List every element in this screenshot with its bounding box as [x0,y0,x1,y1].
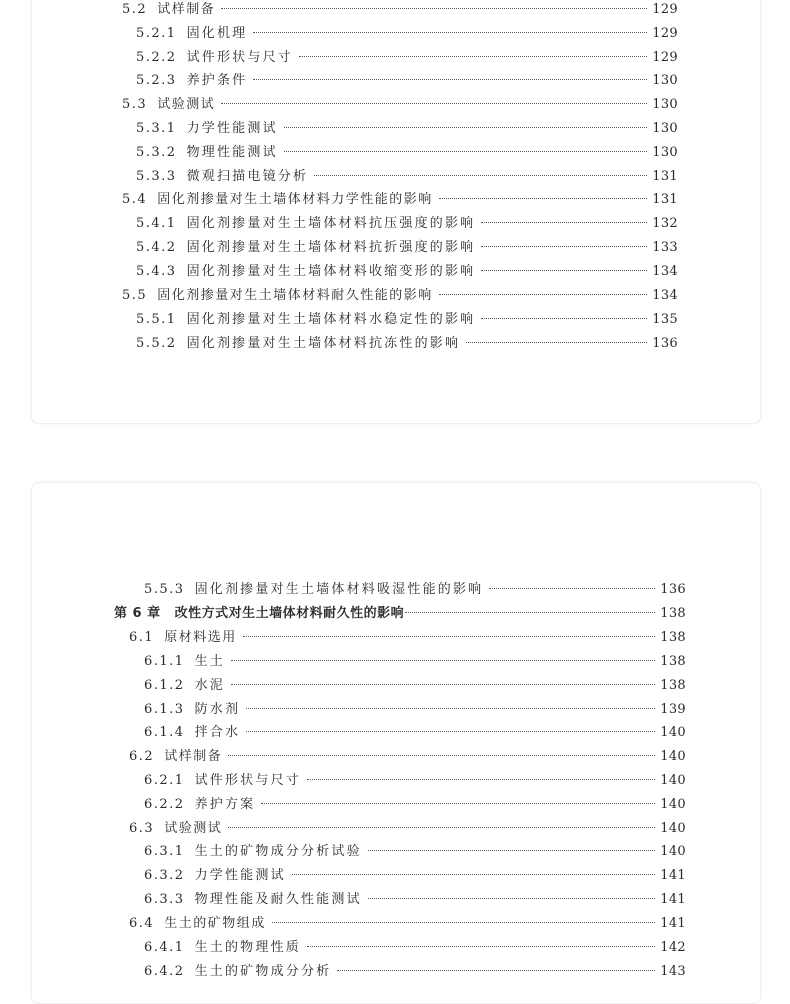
toc-subsection-entry[interactable] [144,891,686,909]
toc-entry-number: 6.3.2 [144,868,185,883]
toc-entry-title: 生土的物理性质 [194,940,301,955]
toc-entry-page-number: 131 [652,169,678,184]
toc-entry-page-number: 130 [652,73,678,88]
toc-entry-number: 5.4.3 [136,264,177,279]
dot-leader [481,318,647,319]
toc-entry-number: 6.4.1 [144,940,185,955]
toc-entry-number: 6.3 [129,821,155,836]
toc-entry-title: 原材料选用 [164,630,237,645]
toc-chapter-entry[interactable] [114,605,686,623]
dot-leader [299,56,647,57]
toc-entry-page-number: 136 [660,582,686,597]
toc-entry-number: 5.2.1 [136,26,177,41]
dot-leader [246,731,655,732]
toc-entry-page-number: 140 [660,797,686,812]
toc-section-entry[interactable] [129,748,686,766]
toc-subsection-entry[interactable] [144,772,686,790]
dot-leader [228,755,655,756]
toc-entry-title: 物理性能及耐久性能测试 [194,892,362,907]
toc-subsection-entry[interactable] [144,939,686,957]
dot-leader [261,803,655,804]
dot-leader [481,222,647,223]
toc-section-entry[interactable] [122,191,678,209]
toc-entry-title: 生土的矿物成分分析 [194,964,332,979]
toc-subsection-entry[interactable] [136,335,678,353]
toc-subsection-entry[interactable] [136,263,678,281]
toc-entry-page-number: 134 [652,264,678,279]
toc-entry-page-number: 136 [652,336,678,351]
toc-entry-page-number: 130 [652,97,678,112]
toc-entry-title: 生土的矿物成分分析试验 [194,844,362,859]
toc-entry-title: 力学性能测试 [194,868,286,883]
toc-entry-number: 5.4.1 [136,216,177,231]
toc-entry-page-number: 132 [652,216,678,231]
toc-subsection-entry[interactable] [136,215,678,233]
dot-leader [307,779,655,780]
dot-leader [489,588,655,589]
toc-subsection-entry[interactable] [136,120,678,138]
toc-entry-title: 固化剂掺量对生土墙体材料吸湿性能的影响 [194,582,484,597]
toc-entry-page-number: 134 [652,288,678,303]
toc-subsection-entry[interactable] [136,239,678,257]
toc-entry-number: 5.4 [122,192,148,207]
toc-section-entry[interactable] [122,96,678,114]
toc-entry-page-number: 140 [660,821,686,836]
toc-subsection-entry[interactable] [136,49,678,67]
toc-subsection-entry[interactable] [144,677,686,695]
dot-leader [253,79,647,80]
toc-entry-number: 6.1.3 [144,702,185,717]
toc-entry-page-number: 140 [660,725,686,740]
toc-entry-title: 试件形状与尺寸 [194,773,301,788]
toc-page-2 [31,482,761,1004]
toc-entry-page-number: 140 [660,749,686,764]
toc-entry-number: 第 6 章 [114,606,161,621]
toc-entry-page-number: 130 [652,145,678,160]
toc-entry-number: 5.2.3 [136,73,177,88]
toc-entry-title: 试验测试 [157,97,216,112]
toc-section-entry[interactable] [129,915,686,933]
dot-leader [228,827,655,828]
dot-leader [314,175,647,176]
toc-entry-number: 5.5 [122,288,148,303]
toc-entry-number: 6.1.4 [144,725,185,740]
toc-entry-number: 5.5.2 [136,336,177,351]
toc-entry-title: 固化剂掺量对生土墙体材料抗压强度的影响 [186,216,476,231]
toc-entry-page-number: 138 [660,606,686,621]
dot-leader [405,612,655,613]
toc-entry-page-number: 129 [652,2,678,17]
toc-entry-title: 生土的矿物组成 [164,916,266,931]
toc-entry-title: 试样制备 [164,749,223,764]
toc-entry-page-number: 130 [652,121,678,136]
toc-entry-title: 防水剂 [194,702,241,717]
toc-subsection-entry[interactable] [136,168,678,186]
toc-entry-title: 物理性能测试 [186,145,278,160]
toc-entry-page-number: 143 [660,964,686,979]
toc-entry-page-number: 140 [660,844,686,859]
toc-entry-number: 6.2 [129,749,155,764]
toc-entry-number: 5.5.3 [144,582,185,597]
dot-leader [481,246,647,247]
toc-entry-number: 5.2.2 [136,50,177,65]
toc-entry-title: 固化剂掺量对生土墙体材料抗冻性的影响 [186,336,461,351]
toc-subsection-entry[interactable] [144,701,686,719]
toc-entry-page-number: 141 [660,892,686,907]
toc-entry-title: 改性方式对生土墙体材料耐久性的影响 [174,606,405,621]
toc-entry-title: 力学性能测试 [186,121,278,136]
toc-entry-page-number: 138 [660,654,686,669]
dot-leader [253,32,647,33]
toc-entry-number: 5.3.3 [136,169,177,184]
toc-entry-number: 6.3.3 [144,892,185,907]
toc-entry-number: 6.2.2 [144,797,185,812]
toc-entry-number: 6.1 [129,630,155,645]
dot-leader [292,874,656,875]
toc-entry-number: 6.2.1 [144,773,185,788]
toc-entry-title: 固化剂掺量对生土墙体材料水稳定性的影响 [186,312,476,327]
dot-leader [246,708,655,709]
toc-section-entry[interactable] [122,287,678,305]
dot-leader [307,946,655,947]
toc-page-1 [31,0,761,424]
toc-section-entry[interactable] [129,820,686,838]
toc-entry-title: 试样制备 [157,2,216,17]
toc-entry-title: 拌合水 [194,725,241,740]
toc-entry-number: 5.3.1 [136,121,177,136]
toc-entry-title: 固化剂掺量对生土墙体材料收缩变形的影响 [186,264,476,279]
toc-entry-page-number: 141 [660,868,686,883]
dot-leader [439,198,648,199]
toc-entry-number: 6.4 [129,916,155,931]
toc-entry-title: 固化剂掺量对生土墙体材料耐久性能的影响 [157,288,433,303]
dot-leader [284,151,648,152]
toc-entry-title: 水泥 [194,678,225,693]
toc-subsection-entry[interactable] [144,724,686,742]
toc-subsection-entry[interactable] [144,843,686,861]
dot-leader [243,636,656,637]
toc-entry-page-number: 138 [660,630,686,645]
toc-entry-number: 5.3.2 [136,145,177,160]
toc-subsection-entry[interactable] [136,144,678,162]
toc-entry-title: 固化剂掺量对生土墙体材料抗折强度的影响 [186,240,476,255]
toc-entry-number: 5.5.1 [136,312,177,327]
toc-entry-page-number: 133 [652,240,678,255]
dot-leader [368,898,656,899]
toc-entry-page-number: 129 [652,50,678,65]
toc-entry-title: 养护方案 [194,797,256,812]
toc-entry-title: 固化剂掺量对生土墙体材料力学性能的影响 [157,192,433,207]
toc-subsection-entry[interactable] [136,311,678,329]
dot-leader [466,342,647,343]
toc-subsection-entry[interactable] [144,796,686,814]
dot-leader [284,127,648,128]
toc-entry-title: 养护条件 [186,73,248,88]
toc-entry-number: 5.4.2 [136,240,177,255]
toc-entry-number: 5.2 [122,2,148,17]
dot-leader [231,684,655,685]
toc-subsection-entry[interactable] [144,963,686,981]
toc-entry-page-number: 131 [652,192,678,207]
toc-entry-number: 5.3 [122,97,148,112]
dot-leader [439,294,648,295]
toc-entry-number: 6.3.1 [144,844,185,859]
toc-subsection-entry[interactable] [144,653,686,671]
toc-entry-number: 6.4.2 [144,964,185,979]
toc-entry-page-number: 140 [660,773,686,788]
toc-entry-page-number: 139 [660,702,686,717]
toc-entry-page-number: 135 [652,312,678,327]
toc-entry-title: 试件形状与尺寸 [186,50,293,65]
dot-leader [481,270,647,271]
toc-subsection-entry[interactable] [136,72,678,90]
dot-leader [272,922,656,923]
toc-entry-title: 生土 [194,654,225,669]
toc-entry-title: 固化机理 [186,26,248,41]
toc-entry-title: 试验测试 [164,821,223,836]
toc-entry-number: 6.1.1 [144,654,185,669]
toc-subsection-entry[interactable] [144,581,686,599]
dot-leader [368,850,656,851]
toc-entry-page-number: 138 [660,678,686,693]
toc-entry-page-number: 141 [660,916,686,931]
dot-leader [231,660,655,661]
toc-entry-number: 6.1.2 [144,678,185,693]
toc-subsection-entry[interactable] [136,25,678,43]
toc-section-entry[interactable] [129,629,686,647]
dot-leader [221,8,647,9]
toc-section-entry[interactable] [122,1,678,19]
toc-entry-title: 微观扫描电镜分析 [186,169,309,184]
dot-leader [337,970,655,971]
toc-subsection-entry[interactable] [144,867,686,885]
toc-entry-page-number: 129 [652,26,678,41]
dot-leader [221,103,647,104]
toc-entry-page-number: 142 [660,940,686,955]
